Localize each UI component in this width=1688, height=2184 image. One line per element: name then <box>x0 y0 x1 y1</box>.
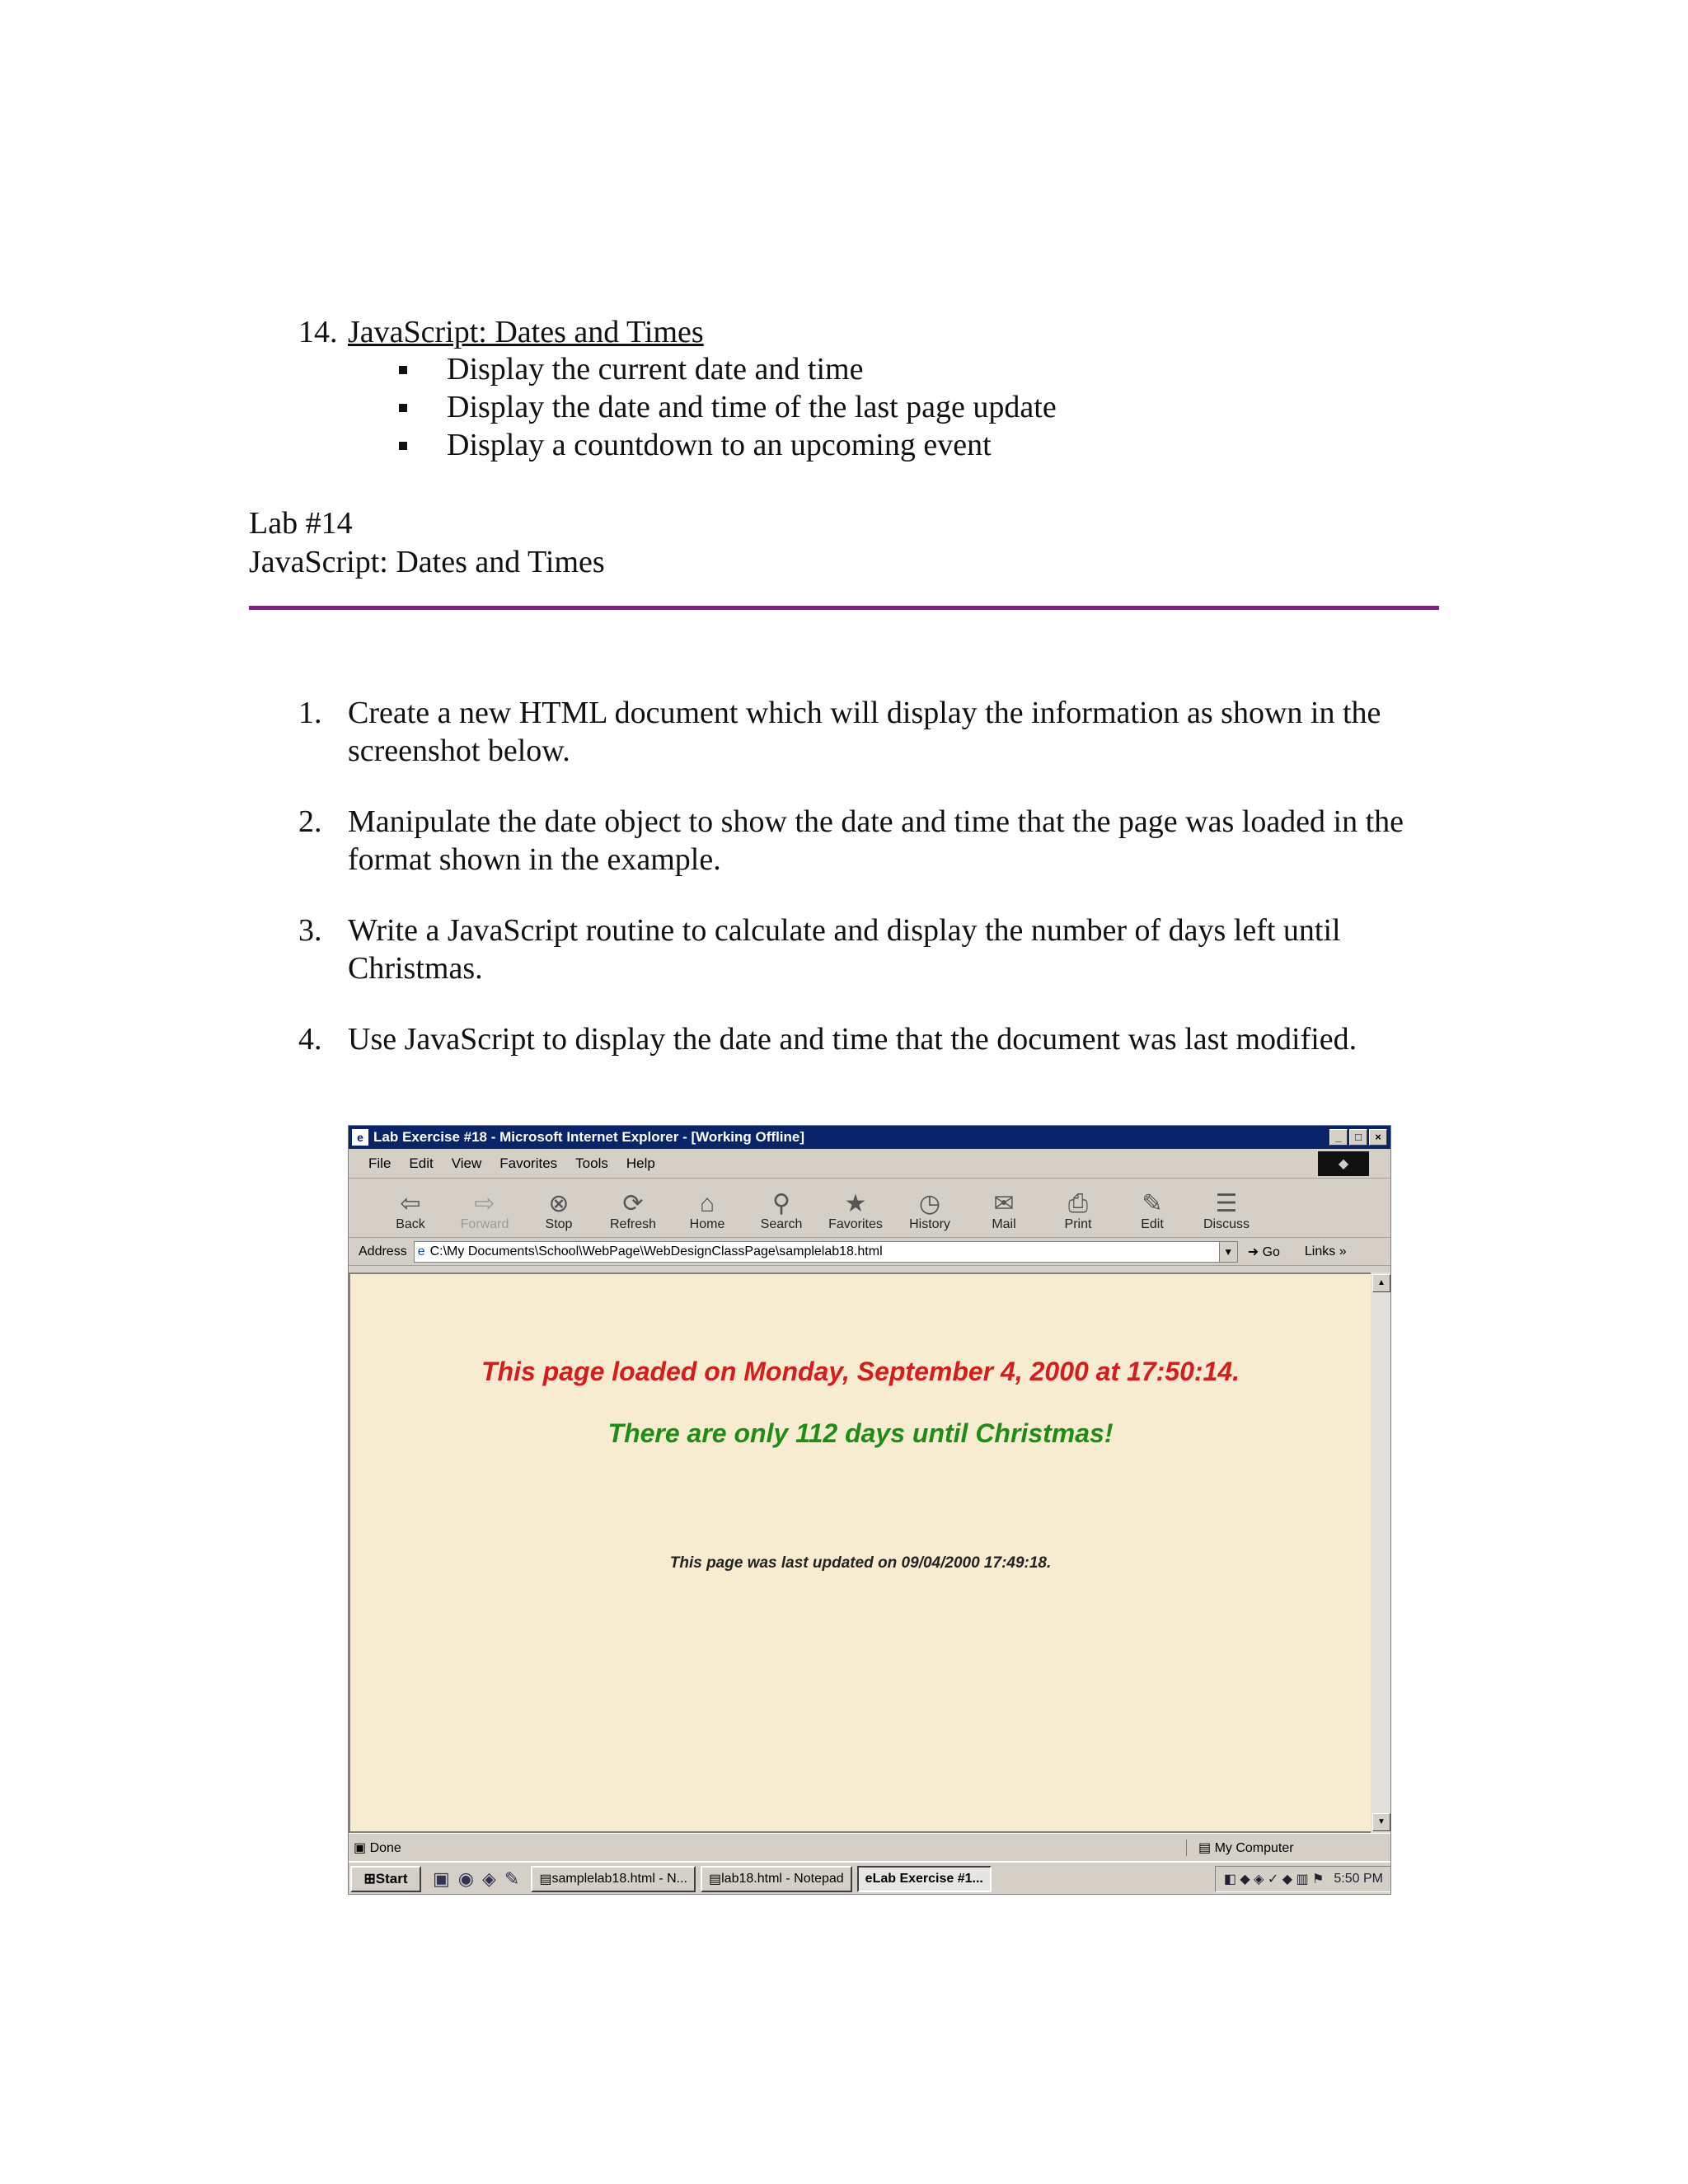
ie-icon[interactable]: ◉ <box>457 1868 474 1889</box>
tray-icons[interactable]: ◧ ◆ ◈ ✓ ◆ ▥ ⚑ <box>1223 1872 1325 1886</box>
stop-icon: ⊗ <box>548 1190 570 1217</box>
windows-taskbar <box>349 1861 1391 1895</box>
bullet-icon <box>399 442 407 450</box>
section-title: JavaScript: Dates and Times <box>348 315 704 349</box>
outlook-icon[interactable]: ◈ <box>482 1868 496 1889</box>
instruction-step: 2. Manipulate the date object to show the date and time that the page was loaded in the format shown in the example. <box>298 804 1404 877</box>
christmas-countdown-message: There are only 112 days until Christmas! <box>607 1418 1114 1448</box>
scroll-down-icon[interactable]: ▼ <box>1372 1813 1390 1831</box>
back-button[interactable]: ⇦ Back <box>396 1190 425 1231</box>
start-button[interactable]: ⊞ Start <box>350 1866 421 1892</box>
taskbar-item[interactable]: e Lab Exercise #1... <box>857 1866 992 1892</box>
list-item: Display the date and time of the last page update <box>397 388 1057 426</box>
instruction-step: 4. Use JavaScript to display the date and time that the document was last modified. <box>298 1022 1357 1057</box>
bullet-icon <box>399 404 407 412</box>
last-updated-message: This page was last updated on 09/04/2000 17:49:18. <box>669 1554 1052 1572</box>
links-button[interactable]: Links » <box>1304 1244 1347 1258</box>
lab-label: Lab #14 <box>249 506 353 541</box>
home-button[interactable]: ⌂ Home <box>689 1190 725 1231</box>
quick-launch <box>433 1868 519 1890</box>
mail-icon: ✉ <box>993 1190 1015 1217</box>
window-titlebar <box>349 1126 1390 1149</box>
favorites-button[interactable]: ★ Favorites <box>828 1190 883 1231</box>
divider <box>249 606 1439 610</box>
menu-tools[interactable]: Tools <box>575 1155 608 1171</box>
status-bar <box>349 1833 1391 1861</box>
clock: 5:50 PM <box>1334 1872 1383 1886</box>
favorites-icon: ★ <box>844 1190 867 1217</box>
instruction-step: 3. Write a JavaScript routine to calculate and display the number of days left until Christmas. <box>298 913 1341 986</box>
history-button[interactable]: ◷ History <box>909 1190 950 1231</box>
list-item: Display a countdown to an upcoming event <box>397 426 1057 464</box>
menu-edit[interactable]: Edit <box>409 1155 434 1171</box>
address-label: Address <box>359 1244 407 1258</box>
discuss-button[interactable]: ☰ Discuss <box>1203 1190 1250 1231</box>
toolbar <box>349 1179 1390 1238</box>
section-heading <box>298 313 704 351</box>
forward-arrow-icon: ⇨ <box>474 1190 495 1217</box>
menu-bar <box>349 1149 1390 1179</box>
menu-view[interactable]: View <box>451 1155 482 1171</box>
notepad-icon[interactable]: ✎ <box>504 1868 520 1889</box>
taskbar-item[interactable]: ▤ lab18.html - Notepad <box>701 1866 852 1892</box>
print-icon: ⎙ <box>1068 1190 1088 1217</box>
close-icon[interactable]: × <box>1369 1129 1387 1146</box>
window-title: Lab Exercise #18 - Microsoft Internet Explorer - [Working Offline] <box>373 1129 805 1145</box>
bullet-icon <box>399 366 407 374</box>
ie-page-icon: e <box>352 1129 368 1146</box>
page-loaded-message: This page loaded on Monday, September 4, 2000 at 17:50:14. <box>481 1357 1240 1386</box>
section-number: 14. <box>298 315 338 349</box>
menu-help[interactable]: Help <box>626 1155 655 1171</box>
list-item: Display the current date and time <box>397 350 1057 388</box>
page-content <box>349 1272 1371 1833</box>
stop-button[interactable]: ⊗ Stop <box>545 1190 573 1231</box>
discuss-icon: ☰ <box>1215 1190 1238 1217</box>
edit-icon: ✎ <box>1142 1190 1163 1217</box>
search-button[interactable]: ⚲ Search <box>760 1190 803 1231</box>
scroll-up-icon[interactable]: ▲ <box>1372 1274 1390 1292</box>
windows-logo-icon: ◆ <box>1318 1151 1369 1176</box>
search-icon: ⚲ <box>772 1190 790 1217</box>
maximize-icon[interactable]: □ <box>1349 1129 1367 1146</box>
objectives-list <box>397 350 1057 464</box>
security-zone: ▤ My Computer <box>1186 1840 1391 1856</box>
lab-heading <box>249 504 605 582</box>
instructions-list <box>298 694 1452 1091</box>
forward-button[interactable]: ⇨ Forward <box>460 1190 509 1231</box>
page-icon: e <box>417 1244 425 1258</box>
mail-button[interactable]: ✉ Mail <box>992 1190 1016 1231</box>
status-text: ▣ Done <box>354 1840 401 1855</box>
history-icon: ◷ <box>918 1190 941 1217</box>
lab-title: JavaScript: Dates and Times <box>249 545 605 579</box>
edit-button[interactable]: ✎ Edit <box>1141 1190 1164 1231</box>
address-bar <box>349 1238 1390 1266</box>
refresh-icon: ⟳ <box>622 1190 644 1217</box>
refresh-button[interactable]: ⟳ Refresh <box>609 1190 657 1231</box>
home-icon: ⌂ <box>699 1190 715 1217</box>
chevron-down-icon[interactable]: ▼ <box>1219 1242 1237 1262</box>
print-button[interactable]: ⎙ Print <box>1064 1190 1092 1231</box>
browser-screenshot <box>348 1125 1391 1895</box>
system-tray <box>1215 1866 1391 1892</box>
menu-file[interactable]: File <box>368 1155 392 1171</box>
minimize-icon[interactable]: _ <box>1329 1129 1348 1146</box>
menu-favorites[interactable]: Favorites <box>499 1155 558 1171</box>
vertical-scrollbar[interactable] <box>1371 1272 1391 1833</box>
address-value: C:\My Documents\School\WebPage\WebDesignClassPage\samplelab18.html <box>429 1244 883 1258</box>
taskbar-item[interactable]: ▤ samplelab18.html - N... <box>531 1866 696 1892</box>
back-arrow-icon: ⇦ <box>400 1190 421 1217</box>
go-button[interactable]: ➜ Go <box>1247 1244 1280 1259</box>
instruction-step: 1. Create a new HTML document which will display the information as shown in the screenshot below. <box>298 696 1381 768</box>
desktop-icon[interactable]: ▣ <box>433 1868 450 1889</box>
address-input[interactable] <box>414 1241 1238 1263</box>
